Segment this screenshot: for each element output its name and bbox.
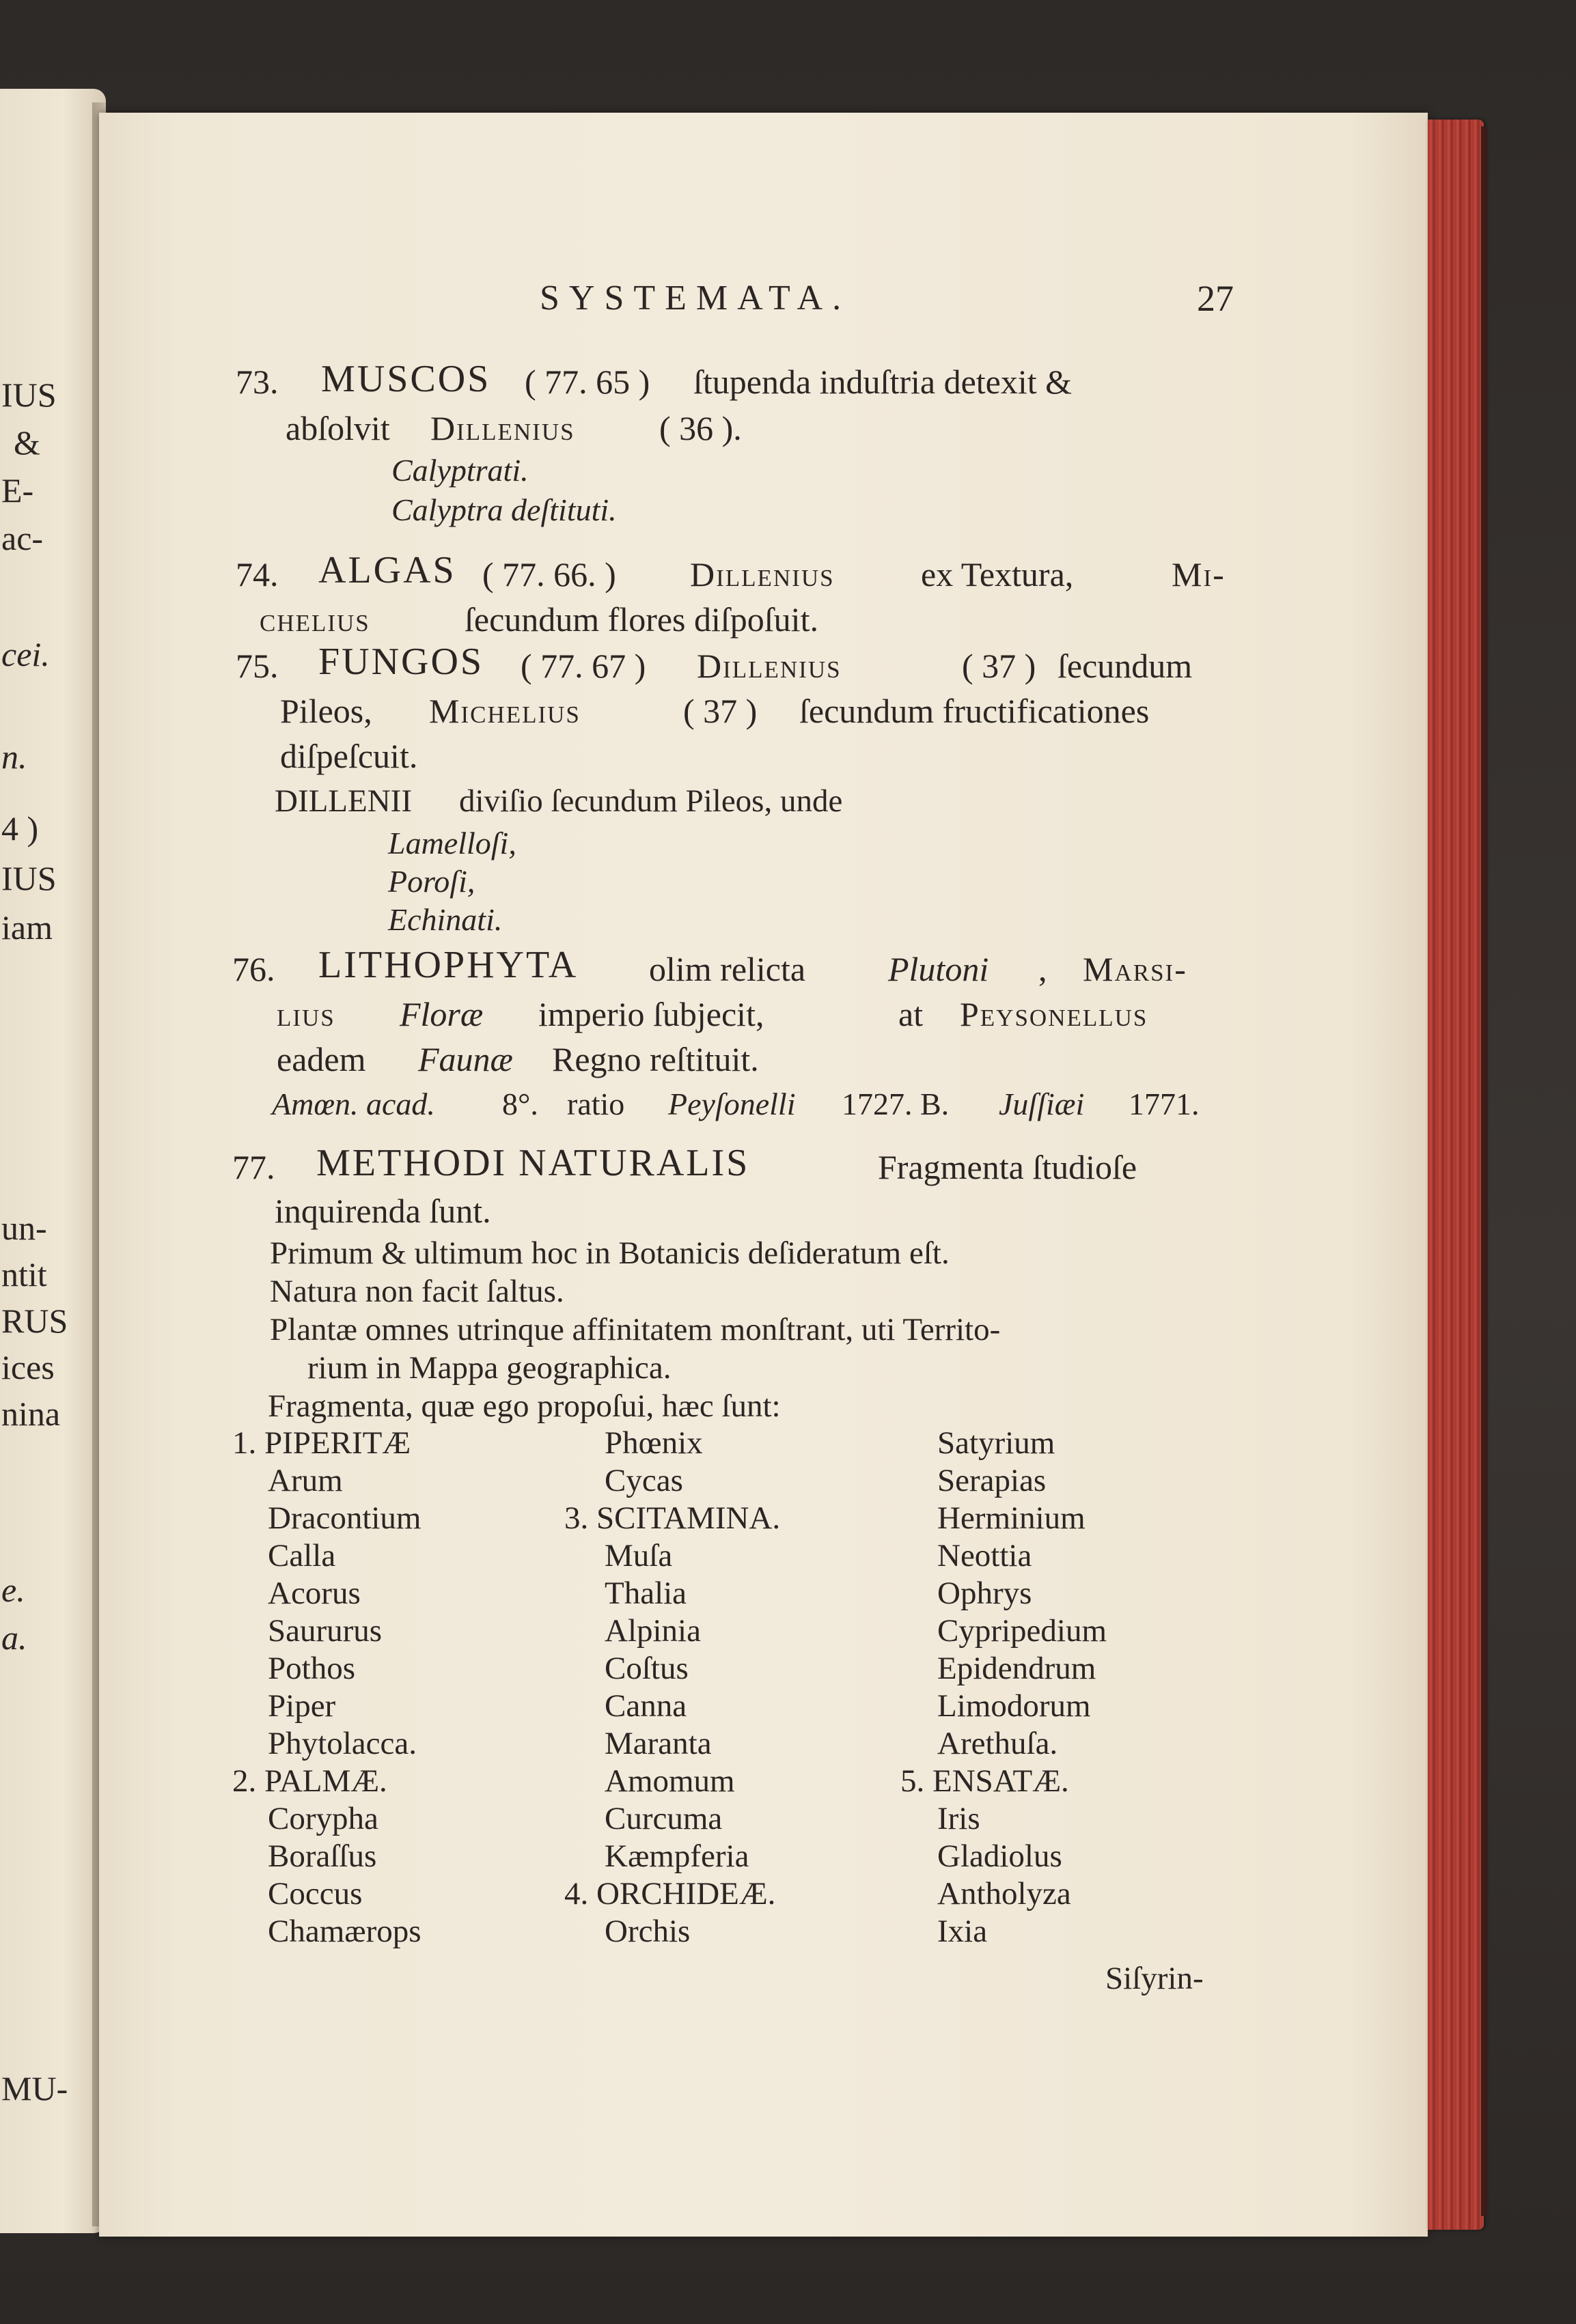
italic-word: Plutoni	[888, 950, 989, 988]
section-text: inquirenda ſunt.	[275, 1192, 491, 1230]
list-item: Ixia	[937, 1914, 988, 1949]
italic-word: Floræ	[400, 995, 484, 1033]
list-item: Canna	[605, 1688, 687, 1724]
section-text: ex Textura,	[921, 555, 1074, 593]
list-item: Pothos	[268, 1651, 355, 1686]
list-item: Herminium	[937, 1500, 1086, 1536]
list-item: Iris	[937, 1801, 980, 1836]
prev-fragment: un-	[1, 1209, 47, 1247]
prev-fragment: ices	[1, 1348, 55, 1386]
list-item: Corypha	[268, 1801, 378, 1836]
prev-fragment: 4 )	[1, 809, 39, 848]
list-item: 2. PALMÆ.	[232, 1763, 387, 1799]
list-item: Boraſſus	[268, 1838, 377, 1874]
author-name: lius	[277, 995, 335, 1033]
section-text: ſecundum flores diſpoſuit.	[465, 600, 818, 639]
section-text: imperio ſubjecit,	[538, 995, 764, 1033]
list-item: Gladiolus	[937, 1838, 1062, 1874]
list-item: Calla	[268, 1538, 336, 1573]
list-item: 4. ORCHIDEÆ.	[564, 1876, 776, 1912]
prev-fragment: &	[14, 423, 40, 462]
section-text: olim relicta	[649, 950, 806, 988]
paragraph: Plantæ omnes utrinque affinitatem monſtrant, uti Territo-	[270, 1312, 1001, 1347]
subdivision: Poroſi,	[388, 864, 475, 899]
list-item: Muſa	[605, 1538, 673, 1573]
list-item: Coſtus	[605, 1651, 689, 1686]
subdivision: Calyptra deſtituti.	[391, 492, 617, 527]
page-number: 27	[1197, 278, 1234, 319]
reference: Peyſonelli	[668, 1087, 796, 1121]
section-number: 77.	[232, 1148, 275, 1186]
section-text: Fragmenta ſtudioſe	[878, 1148, 1137, 1186]
list-item: 5. ENSATÆ.	[900, 1763, 1069, 1799]
section-text: eadem	[277, 1040, 366, 1078]
author-name: Dillenius	[690, 555, 835, 593]
author-name: Peysonellus	[960, 995, 1148, 1033]
reference: ratio	[567, 1087, 625, 1121]
author-name: Dillenius	[697, 647, 842, 685]
list-item: Antholyza	[937, 1876, 1071, 1912]
prev-fragment: a.	[1, 1619, 27, 1657]
list-item: Arethuſa.	[937, 1726, 1058, 1761]
list-item: Alpinia	[605, 1613, 701, 1649]
prev-fragment: e.	[1, 1571, 25, 1609]
section-heading: ALGAS	[318, 549, 456, 591]
prev-fragment: IUS	[1, 376, 57, 414]
list-item: Maranta	[605, 1726, 712, 1761]
author-name: chelius	[260, 600, 370, 639]
prev-fragment: cei.	[1, 635, 50, 673]
cross-reference: ( 77. 66. )	[482, 555, 616, 593]
author-name: Marsi-	[1083, 950, 1187, 988]
list-item: Coccus	[268, 1876, 363, 1912]
prev-fragment: nina	[1, 1395, 61, 1433]
author-name: Dillenius	[430, 409, 575, 447]
running-title: SYSTEMATA.	[540, 279, 851, 318]
prev-fragment: ntit	[1, 1255, 47, 1293]
list-item: Serapias	[937, 1463, 1047, 1498]
list-item: Cycas	[605, 1463, 683, 1498]
section-number: 76.	[232, 950, 275, 988]
list-item: 3. SCITAMINA.	[564, 1500, 781, 1536]
prev-fragment: E-	[1, 471, 34, 509]
previous-page-edge	[0, 89, 106, 2233]
cross-reference: ( 37 )	[962, 647, 1036, 685]
section-number: 74.	[236, 555, 279, 593]
section-heading: FUNGOS	[318, 641, 484, 683]
section-number: 75.	[236, 647, 279, 685]
section-text: ſecundum fructificationes	[799, 692, 1150, 730]
section-text: at	[898, 995, 924, 1033]
prev-fragment: iam	[1, 908, 53, 947]
cover-edge	[1481, 126, 1488, 2216]
paragraph: Fragmenta, quæ ego propoſui, hæc ſunt:	[268, 1388, 781, 1424]
list-item: Kæmpferia	[605, 1838, 749, 1874]
list-item: Piper	[268, 1688, 336, 1724]
list-item: Curcuma	[605, 1801, 723, 1836]
section-text: abſolvit	[286, 409, 390, 447]
cross-reference: ( 77. 65 )	[525, 363, 650, 401]
section-text: Regno reſtituit.	[552, 1040, 759, 1078]
prev-fragment: n.	[1, 738, 27, 776]
list-item: Cypripedium	[937, 1613, 1107, 1649]
subdivision: Lamelloſi,	[388, 826, 516, 860]
section-heading: METHODI NATURALIS	[316, 1142, 750, 1184]
red-page-edges	[1428, 120, 1484, 2230]
paragraph: Natura non facit ſaltus.	[270, 1274, 564, 1309]
prev-fragment: IUS	[1, 859, 57, 897]
section-text: ſecundum	[1057, 647, 1193, 685]
author-name: Mi-	[1172, 555, 1226, 593]
section-text: diſpeſcuit.	[280, 737, 418, 775]
list-item: Arum	[268, 1463, 343, 1498]
list-item: Ophrys	[937, 1576, 1032, 1611]
list-item: Epidendrum	[937, 1651, 1096, 1686]
punctuation: ,	[1038, 950, 1047, 988]
list-item: Chamærops	[268, 1914, 421, 1949]
paragraph: Primum & ultimum hoc in Botanicis deſideratum eſt.	[270, 1235, 950, 1271]
cross-reference: ( 36 ).	[659, 409, 742, 447]
list-item: Dracontium	[268, 1500, 421, 1536]
section-heading: LITHOPHYTA	[318, 944, 579, 986]
list-item: Limodorum	[937, 1688, 1091, 1724]
reference: 1727. B.	[842, 1087, 950, 1121]
paragraph: rium in Mappa geographica.	[307, 1350, 672, 1386]
list-item: Thalia	[605, 1576, 687, 1611]
note-text: diviſio ſecundum Pileos, unde	[459, 783, 843, 819]
list-item: Neottia	[937, 1538, 1032, 1573]
section-number: 73.	[236, 363, 279, 401]
section-heading: MUSCOS	[321, 358, 491, 400]
subdivision: Calyptrati.	[391, 453, 529, 488]
list-item: 1. PIPERITÆ	[232, 1425, 411, 1461]
subdivision: Echinati.	[388, 902, 503, 937]
section-text: Pileos,	[280, 692, 372, 730]
list-item: Orchis	[605, 1914, 691, 1949]
reference: Juſſiæi	[999, 1087, 1085, 1121]
note-author: DILLENII	[275, 783, 412, 819]
italic-word: Faunæ	[418, 1040, 513, 1078]
list-item: Saururus	[268, 1613, 383, 1649]
reference: 8°.	[502, 1087, 538, 1121]
reference: Amœn. acad.	[272, 1087, 435, 1121]
list-item: Satyrium	[937, 1425, 1055, 1461]
prev-fragment: RUS	[1, 1302, 68, 1340]
list-item: Phytolacca.	[268, 1726, 417, 1761]
cross-reference: ( 37 )	[683, 692, 758, 730]
prev-fragment: MU-	[1, 2069, 68, 2108]
reference: 1771.	[1129, 1087, 1200, 1121]
list-item: Amomum	[605, 1763, 735, 1799]
prev-fragment: ac-	[1, 519, 44, 557]
list-item: Acorus	[268, 1576, 361, 1611]
section-text: ſtupenda induſtria detexit &	[693, 363, 1073, 401]
author-name: Michelius	[429, 692, 581, 730]
catchword: Siſyrin-	[1105, 1961, 1204, 1996]
list-item: Phœnix	[605, 1425, 703, 1461]
cross-reference: ( 77. 67 )	[521, 647, 646, 685]
